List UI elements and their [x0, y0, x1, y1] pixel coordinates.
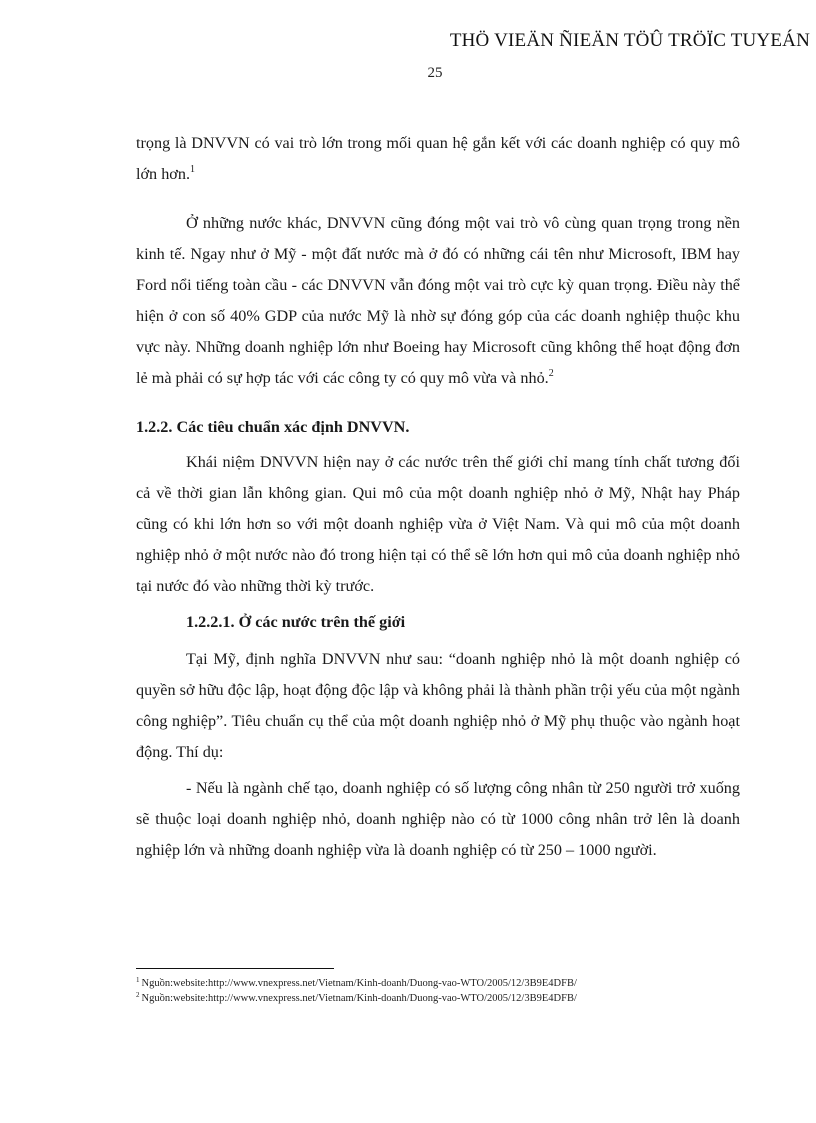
footnote-ref-2[interactable]: 2: [548, 368, 554, 379]
subsection-heading: 1.2.2.1. Ở các nước trên thế giới: [186, 613, 406, 631]
footnote-2: [136, 991, 756, 1006]
document-body: [136, 128, 740, 866]
footnote-1-number: 1: [136, 976, 140, 984]
paragraph-1: [136, 128, 740, 190]
footnotes: [136, 976, 756, 1006]
header-banner: THÖ VIEÄN ÑIEÄN TÖÛ TRÖÏC TUYEÁN: [449, 30, 810, 51]
footnote-1: [136, 976, 756, 991]
paragraph-2-text: Ở những nước khác, DNVVN cũng đóng một vai trò vô cùng quan trọng trong nền kinh tế. Ngay như ở Mỹ - một đất nước mà ở đó có những cái tên như Microsoft, IBM hay Ford nổi tiếng toàn cầu - các DNVVN vẫn đóng một vai trò cực kỳ quan trọng. Điều này thể hiện ở con số 40% GDP của nước Mỹ là nhờ sự đóng góp của các doanh nghiệp thuộc khu vực này. Những doanh nghiệp lớn như Boeing hay Microsoft cũng không thể hoạt động đơn lẻ mà phải có sự hợp tác với các công ty có quy mô vừa và nhỏ.: [136, 214, 740, 387]
paragraph-5: - Nếu là ngành chế tạo, doanh nghiệp có số lượng công nhân từ 250 người trở xuống sẽ thuộc loại doanh nghiệp nhỏ, doanh nghiệp nào có từ 1000 công nhân trở lên là doanh nghiệp lớn và những doanh nghiệp vừa là doanh nghiệp có từ 250 – 1000 người.: [136, 779, 740, 859]
footnote-ref-1[interactable]: 1: [190, 164, 195, 175]
paragraph-4: Tại Mỹ, định nghĩa DNVVN như sau: “doanh nghiệp nhỏ là một doanh nghiệp có quyền sở hữu độc lập, hoạt động độc lập và không phải là thành phần trội yếu của một ngành công nghiệp”. Tiêu chuẩn cụ thể của một doanh nghiệp nhỏ ở Mỹ phụ thuộc vào ngành hoạt động. Thí dụ:: [136, 650, 740, 761]
footnote-2-text[interactable]: Nguồn:website:http://www.vnexpress.net/Vietnam/Kinh-doanh/Duong-vao-WTO/2005/12/3B9E4DFB/: [141, 993, 577, 1004]
paragraph-3: Khái niệm DNVVN hiện nay ở các nước trên thế giới chỉ mang tính chất tương đối cả về thời gian lẫn không gian. Qui mô của một doanh nghiệp nhỏ ở Mỹ, Nhật hay Pháp cũng có khi lớn hơn so với một doanh nghiệp vừa ở Việt Nam. Và qui mô của một doanh nghiệp nhỏ ở một nước nào đó trong hiện tại có thể sẽ lớn hơn qui mô của doanh nghiệp nhỏ tại nước đó vào những thời kỳ trước.: [136, 453, 740, 595]
paragraph-1-text: trọng là DNVVN có vai trò lớn trong mối quan hệ gắn kết với các doanh nghiệp có quy mô lớn hơn.: [136, 134, 740, 183]
paragraph-2: [136, 208, 740, 394]
footnote-2-number: 2: [136, 991, 140, 999]
page-number: 25: [427, 65, 443, 81]
footnote-1-text[interactable]: Nguồn:website:http://www.vnexpress.net/Vietnam/Kinh-doanh/Duong-vao-WTO/2005/12/3B9E4DFB/: [141, 978, 577, 989]
footnote-divider: [136, 968, 334, 969]
section-heading: 1.2.2. Các tiêu chuẩn xác định DNVVN.: [136, 418, 410, 436]
